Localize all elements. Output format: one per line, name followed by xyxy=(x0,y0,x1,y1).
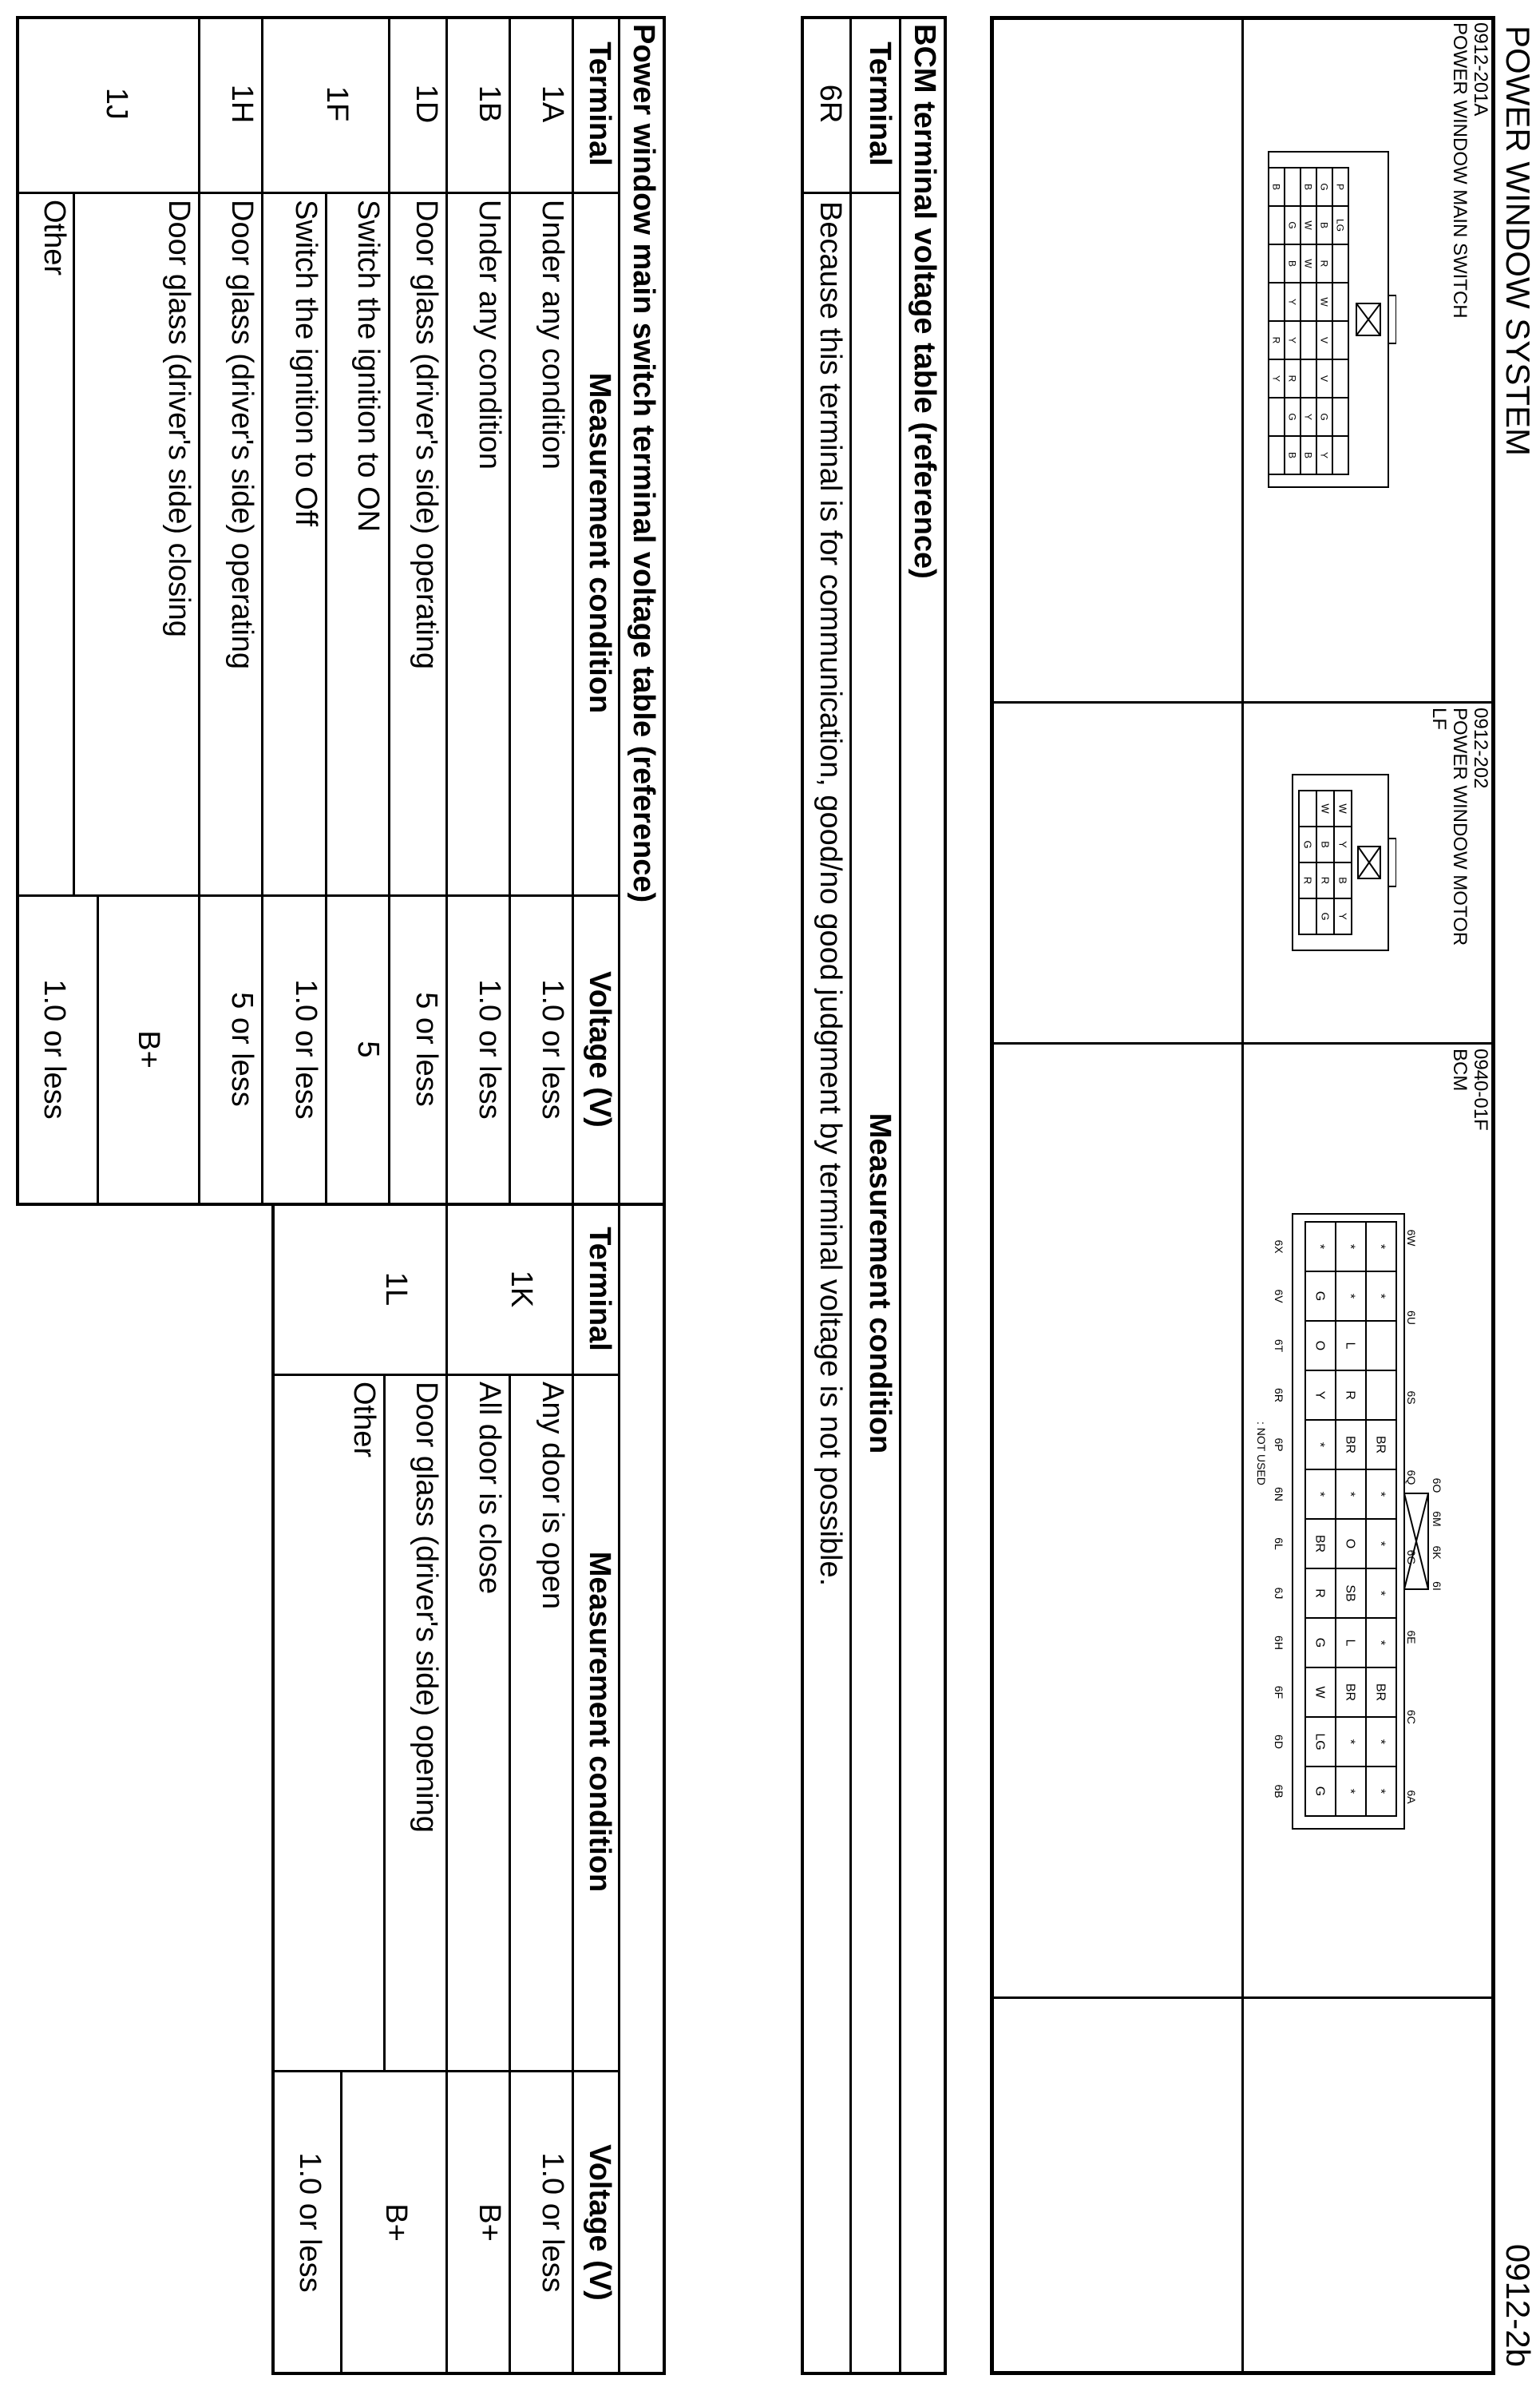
pw-row-voltage: 1.0 or less xyxy=(536,2152,569,2293)
connector-pin-number: 6A xyxy=(1405,1790,1418,1804)
connector-pin-label: G xyxy=(1318,413,1330,421)
connector-pin-label: Y xyxy=(1336,913,1349,920)
connector-pin xyxy=(1332,283,1348,321)
connector-pin-label: B xyxy=(1270,183,1282,191)
bcm-table-rule xyxy=(849,16,852,2375)
pw-row-condition: Other xyxy=(347,1382,381,1458)
bcm-header-condition: Measurement condition xyxy=(863,1112,897,1454)
connector-pin-label: * xyxy=(1373,1491,1388,1497)
connector-pin-label: BR xyxy=(1373,1435,1388,1454)
connector-pin-label: L xyxy=(1343,1639,1357,1647)
connector-pin-label: * xyxy=(1343,1491,1357,1497)
connector-pin-label: Y xyxy=(1318,451,1330,459)
connector-pin-label: W xyxy=(1302,259,1314,268)
connector-pin-label: Y xyxy=(1336,841,1349,848)
connector-motor-caption xyxy=(1428,708,1491,946)
connector-pin-label: R xyxy=(1270,336,1282,344)
pw-row-terminal: 1A xyxy=(536,85,569,123)
connector-pin xyxy=(1300,359,1316,398)
connector-pin-label: LG xyxy=(1312,1733,1327,1751)
bcm-table-rule xyxy=(899,16,901,2375)
page-number: 0912-2b xyxy=(1499,2243,1537,2367)
connector-latch xyxy=(1388,839,1396,886)
connector-pin-number: 6J xyxy=(1273,1587,1285,1600)
connector-motor-diagram xyxy=(1285,767,1396,958)
connector-bcm-name: BCM xyxy=(1449,1049,1471,1092)
connector-pin-number: 6B xyxy=(1273,1784,1285,1798)
pw-row-terminal: 1B xyxy=(473,85,506,123)
connector-pin-label: Y xyxy=(1286,298,1298,306)
connector-frame-col xyxy=(990,1042,1495,1045)
connector-pin-label: G xyxy=(1286,221,1298,229)
connector-pin-label: G xyxy=(1312,1786,1327,1797)
pw-row-voltage: 5 or less xyxy=(225,992,259,1107)
connector-pin-label: W xyxy=(1318,297,1330,307)
connector-pin-label: G xyxy=(1312,1291,1327,1302)
connector-pin-label: B xyxy=(1302,183,1314,191)
connector-pin-label: B xyxy=(1318,221,1330,229)
connector-motor-code: 0912-202 xyxy=(1470,708,1491,789)
connector-pin-number: 6R xyxy=(1273,1388,1285,1402)
pw-top-edge xyxy=(663,16,666,2375)
pw-grid-line xyxy=(16,192,620,194)
connector-pin xyxy=(1269,244,1285,283)
bcm-table-title: BCM terminal voltage table (reference) xyxy=(908,24,941,579)
connector-pin xyxy=(1269,436,1285,474)
connector-pin-label: L xyxy=(1343,1342,1357,1350)
pw-grid-line xyxy=(198,16,200,1204)
connector-bcm-diagram xyxy=(1253,1190,1452,1853)
connector-pin-label: * xyxy=(1373,1640,1388,1646)
pw-header-rule-bottom xyxy=(572,16,574,2375)
connector-pin xyxy=(1332,321,1348,359)
connector-pin-label: O xyxy=(1312,1340,1327,1351)
connector-pin-label: B xyxy=(1302,451,1314,459)
pw-row-condition: Switch the ignition to ON xyxy=(351,200,385,533)
connector-pin-label: W xyxy=(1312,1686,1327,1699)
pw-row-voltage: B+ xyxy=(473,2203,506,2242)
connector-pin-number: 6T xyxy=(1273,1338,1285,1353)
pw-header-rule xyxy=(618,16,620,2375)
connector-pin xyxy=(1366,1321,1396,1370)
connector-frame-divider xyxy=(1241,16,1244,2375)
connector-pin-label: G xyxy=(1312,1637,1327,1648)
connector-main-switch-diagram xyxy=(1261,144,1396,495)
pw-row-voltage: 1.0 or less xyxy=(289,979,323,1120)
pw-row-voltage: B+ xyxy=(379,2203,413,2242)
pw-row-condition: All door is close xyxy=(473,1382,506,1595)
connector-pin-number: 6I xyxy=(1431,1581,1443,1591)
connector-pin-label: O xyxy=(1343,1538,1357,1549)
pw-table-title: Power window main switch terminal voltage table (reference) xyxy=(627,24,660,903)
connector-pin xyxy=(1269,283,1285,321)
connector-pin-number: 6U xyxy=(1405,1310,1418,1325)
connector-pin-label: * xyxy=(1343,1788,1357,1794)
pw-right-header-voltage: Voltage (V) xyxy=(583,2144,616,2301)
connector-housing xyxy=(1293,1214,1404,1829)
connector-bcm-code: 0940-01F xyxy=(1470,1049,1491,1131)
pw-right-bottom-edge xyxy=(271,1204,275,2375)
pw-row-voltage: B+ xyxy=(132,1030,165,1069)
connector-main-switch-code: 0912-201A xyxy=(1470,22,1491,117)
connector-pin-label: Y xyxy=(1270,375,1282,383)
connector-pin-label: R xyxy=(1343,1390,1357,1400)
connector-pin-number: 6K xyxy=(1431,1545,1443,1560)
connector-pin-label: V xyxy=(1318,375,1330,383)
connector-pin-label: Y xyxy=(1312,1390,1327,1400)
connector-pin-label: BR xyxy=(1343,1683,1357,1702)
connector-pin-label: B xyxy=(1336,877,1349,884)
connector-pin-label: * xyxy=(1312,1491,1327,1497)
connector-pin-label: R xyxy=(1318,260,1330,268)
pw-row-condition: Any door is open xyxy=(536,1382,569,1610)
connector-pin xyxy=(1285,168,1300,206)
connector-pin-label: BR xyxy=(1312,1534,1327,1553)
connector-pin-number: 6E xyxy=(1405,1630,1418,1644)
pw-left-header-terminal: Terminal xyxy=(583,42,616,166)
connector-pin-number: 6V xyxy=(1273,1289,1285,1303)
pw-grid-line xyxy=(97,894,99,1204)
connector-pin xyxy=(1269,206,1285,244)
connector-pin-label: * xyxy=(1312,1441,1327,1448)
connector-pin-label: BR xyxy=(1373,1683,1388,1702)
pw-row-condition: Door glass (driver's side) closing xyxy=(162,200,196,637)
connector-pin xyxy=(1366,1370,1396,1420)
pw-row-voltage: 5 xyxy=(351,1041,385,1058)
pw-row-condition: Under any condition xyxy=(473,200,506,470)
pw-row-voltage: 1.0 or less xyxy=(293,2152,327,2293)
connector-pin-number: 6Q xyxy=(1405,1469,1418,1485)
connector-pin-number: 6L xyxy=(1273,1537,1285,1550)
connector-pin-label: B xyxy=(1286,260,1298,268)
pw-row-voltage: 5 or less xyxy=(410,992,443,1107)
connector-pin-label: Y xyxy=(1302,413,1314,421)
pw-right-header-condition: Measurement condition xyxy=(583,1551,616,1893)
connector-pin-number: 6C xyxy=(1405,1710,1418,1724)
connector-pin-label: W xyxy=(1302,220,1314,230)
pw-grid-line xyxy=(383,1374,386,2070)
pw-row-terminal: 1L xyxy=(379,1271,413,1307)
connector-pin xyxy=(1299,791,1316,827)
connector-pin xyxy=(1332,436,1348,474)
connector-main-switch-caption xyxy=(1449,22,1491,319)
connector-pin-number: 6W xyxy=(1405,1229,1418,1247)
connector-pin-number: 6D xyxy=(1273,1735,1285,1749)
pw-grid-line xyxy=(73,192,75,894)
connector-pin-label: * xyxy=(1373,1788,1388,1794)
connector-pin-number: 6N xyxy=(1273,1487,1285,1501)
pw-row-condition: Other xyxy=(38,200,71,276)
connector-pin-label: G xyxy=(1286,413,1298,421)
pw-grid-line xyxy=(325,192,327,1204)
pw-row-voltage: 1.0 or less xyxy=(473,979,506,1120)
pw-left-header-condition: Measurement condition xyxy=(583,372,616,714)
connector-pin-number: 6F xyxy=(1273,1685,1285,1699)
pw-grid-line xyxy=(340,2070,342,2375)
connector-pin-number: 6H xyxy=(1273,1636,1285,1650)
connector-pin xyxy=(1332,398,1348,436)
pw-row-condition: Under any condition xyxy=(536,200,569,470)
connector-pin-number: 6P xyxy=(1273,1437,1285,1452)
connector-pin-label: V xyxy=(1318,336,1330,344)
connector-pin-label: * xyxy=(1343,1293,1357,1299)
connector-pin-label: SB xyxy=(1343,1584,1357,1602)
connector-pin-label: LG xyxy=(1334,218,1346,232)
connector-motor-name-2: LF xyxy=(1428,708,1450,731)
connector-pin-label: B xyxy=(1286,451,1298,459)
connector-pin-label: G xyxy=(1319,912,1332,921)
connector-pin-label: * xyxy=(1343,1243,1357,1250)
pw-grid-line xyxy=(445,1204,448,2375)
connector-pin-label: G xyxy=(1318,183,1330,191)
connector-main-switch-name: POWER WINDOW MAIN SWITCH xyxy=(1449,22,1471,319)
connector-pin-label: * xyxy=(1312,1243,1327,1250)
pw-row-terminal: 1F xyxy=(320,85,354,122)
connector-pin-label: Y xyxy=(1286,336,1298,344)
connector-latch xyxy=(1388,295,1396,343)
connector-pin-label: * xyxy=(1373,1739,1388,1745)
bcm-row-terminal: 6R xyxy=(814,84,847,124)
connector-pin xyxy=(1299,898,1316,934)
connector-pin-number: 6G xyxy=(1405,1549,1418,1565)
pw-grid-line xyxy=(388,16,390,1204)
connector-pin-label: * xyxy=(1373,1243,1388,1250)
connector-pin-label: W xyxy=(1336,803,1349,814)
pw-right-header-terminal: Terminal xyxy=(583,1227,616,1351)
pw-row-condition: Door glass (driver's side) opening xyxy=(410,1382,443,1833)
pw-grid-line xyxy=(509,16,511,1204)
connector-pin-label: B xyxy=(1319,841,1332,848)
pw-row-terminal: 1K xyxy=(505,1270,538,1308)
connector-pin-label: P xyxy=(1334,183,1346,191)
connector-pin xyxy=(1300,321,1316,359)
pw-row-terminal: 1H xyxy=(225,84,259,124)
pw-row-voltage: 1.0 or less xyxy=(38,979,71,1120)
pw-row-condition: Door glass (driver's side) operating xyxy=(410,200,443,670)
connector-motor-name: POWER WINDOW MOTOR xyxy=(1449,708,1471,946)
pw-grid-line xyxy=(509,1374,511,2375)
connector-legend: : NOT USED xyxy=(1255,1422,1268,1485)
pw-row-condition: Switch the ignition to Off xyxy=(289,200,323,527)
connector-pin-label: * xyxy=(1343,1739,1357,1745)
connector-pin-label: BR xyxy=(1343,1435,1357,1454)
connector-frame-col xyxy=(990,701,1495,704)
pw-row-terminal: 1J xyxy=(100,87,133,121)
connector-pin-number: 6O xyxy=(1431,1477,1443,1493)
bcm-header-terminal: Terminal xyxy=(863,42,897,166)
page-title: POWER WINDOW SYSTEM xyxy=(1499,26,1537,456)
connector-pin xyxy=(1332,359,1348,398)
connector-pin-label: * xyxy=(1373,1540,1388,1547)
pw-grid-line xyxy=(261,16,263,1204)
connector-pin-label: R xyxy=(1312,1588,1327,1598)
connector-pin-number: 6X xyxy=(1273,1239,1285,1254)
pw-row-terminal: 1D xyxy=(410,84,443,124)
connector-pin-number: 6S xyxy=(1405,1390,1418,1405)
connector-pin-label: W xyxy=(1319,803,1332,814)
connector-pin xyxy=(1269,398,1285,436)
connector-frame-col xyxy=(990,1996,1495,1999)
bcm-row-condition: Because this terminal is for communication, good/no good judgment by terminal voltage is not possible. xyxy=(814,201,847,1587)
connector-pin-label: * xyxy=(1373,1590,1388,1596)
connector-pin-number: 6M xyxy=(1431,1511,1443,1527)
connector-pin xyxy=(1332,244,1348,283)
connector-pin-label: R xyxy=(1301,876,1314,885)
pw-row-condition: Door glass (driver's side) operating xyxy=(225,200,259,670)
connector-pin-label: R xyxy=(1319,876,1332,885)
connector-pin-label: G xyxy=(1301,840,1314,849)
pw-left-header-voltage: Voltage (V) xyxy=(583,971,616,1128)
connector-pin-label: * xyxy=(1373,1293,1388,1299)
connector-pin xyxy=(1300,283,1316,321)
pw-left-bottom-edge xyxy=(16,16,19,1204)
pw-row-voltage: 1.0 or less xyxy=(536,979,569,1120)
connector-pin-label: R xyxy=(1286,375,1298,383)
connector-bcm-caption xyxy=(1449,1049,1491,1131)
pw-grid-line xyxy=(445,16,448,1204)
